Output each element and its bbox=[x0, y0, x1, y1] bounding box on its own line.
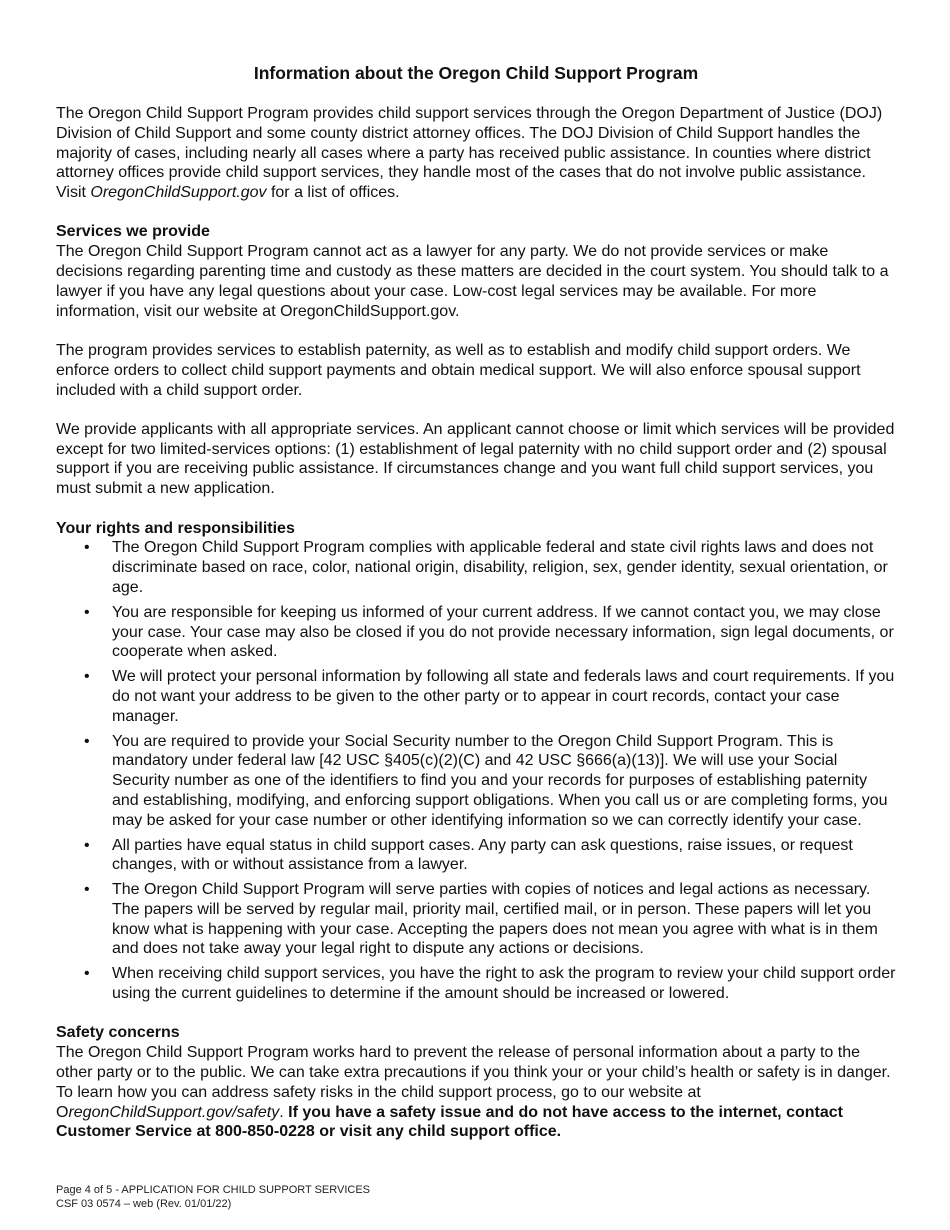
bullet-icon: • bbox=[84, 668, 90, 686]
list-item-text: All parties have equal status in child support cases. Any party can ask questions, raise issues, or request changes, with or without assistance from a lawyer. bbox=[112, 836, 853, 874]
intro-text-a: The Oregon Child Support Program provides child support services through the Oregon Department of Justice (DOJ) Division of Child Support and some county district attorney offices. The DOJ Division of Child Support handles the majority of cases, including nearly all cases where a party has received public assistance. In counties where district attorney offices provide child support services, they handle most of the cases that do not involve public assistance. Visit bbox=[56, 105, 883, 202]
bullet-icon: • bbox=[84, 539, 90, 557]
bullet-icon: • bbox=[84, 836, 90, 854]
list-item bbox=[56, 538, 896, 597]
list-item-text: When receiving child support services, you have the right to ask the program to review your child support order using the current guidelines to determine if the amount should be increased or lowered. bbox=[112, 965, 896, 1003]
list-item bbox=[56, 880, 896, 959]
safety-text-a: The Oregon Child Support Program works hard to prevent the release of personal information about a party to the other party or to the public. We can take extra precautions if you think your or your child’s health or safety is in danger. To learn how you can address safety risks in the child support process, go to our website at O bbox=[56, 1044, 891, 1121]
document-page bbox=[56, 62, 896, 1142]
list-item-text: The Oregon Child Support Program will serve parties with copies of notices and legal actions as necessary. The papers will be served by regular mail, priority mail, certified mail, or in person. These papers will let you know what is happening with your case. Accepting the papers does not mean you agree with what is in them and does not take away your legal right to dispute any actions or decisions. bbox=[112, 881, 878, 958]
services-paragraph-1: The Oregon Child Support Program cannot act as a lawyer for any party. We do not provide services or make decisions regarding parenting time and custody as these matters are decided in the court system. You should talk to a lawyer if you have any legal questions about your case. Low-cost legal services may be available. For more information, visit our website at OregonChildSupport.gov. bbox=[56, 243, 889, 320]
bullet-icon: • bbox=[84, 732, 90, 750]
page-title: Information about the Oregon Child Support Program bbox=[253, 63, 699, 83]
safety-website-link: regonChildSupport.gov/safety bbox=[68, 1103, 280, 1121]
footer-page-line: Page 4 of 5 - APPLICATION FOR CHILD SUPPORT SERVICES bbox=[56, 1184, 371, 1196]
list-item-text: We will protect your personal information by following all state and federals laws and court requirements. If you do not want your address to be given to the other party or to appear in court records, contact your case manager. bbox=[112, 668, 895, 725]
safety-contact-note: If you have a safety issue and do not have access to the internet, contact Customer Service at 800-850-0228 or visit any child support office. bbox=[56, 1103, 843, 1141]
list-item bbox=[56, 836, 896, 876]
intro-website-link: OregonChildSupport.gov bbox=[90, 184, 267, 202]
safety-paragraph bbox=[56, 1043, 896, 1142]
list-item bbox=[56, 603, 896, 662]
safety-text-b: . bbox=[279, 1103, 289, 1121]
list-item-text: You are responsible for keeping us informed of your current address. If we cannot contact you, we may close your case. Your case may also be closed if you do not provide necessary information, sign legal documents, or cooperate when asked. bbox=[112, 603, 894, 661]
bullet-icon: • bbox=[84, 603, 90, 621]
services-paragraph-3: We provide applicants with all appropriate services. An applicant cannot choose or limit which services will be provided except for two limited-services options: (1) establishment of legal paternity with no child support order and (2) spousal support if you are receiving public assistance. If circumstances change and you want full child support services, you must submit a new application. bbox=[56, 420, 895, 498]
safety-heading: Safety concerns bbox=[56, 1024, 180, 1042]
bullet-icon: • bbox=[84, 965, 90, 983]
list-item bbox=[56, 667, 896, 726]
intro-text-b: for a list of offices. bbox=[266, 184, 400, 202]
bullet-icon: • bbox=[84, 881, 90, 899]
list-item-text: You are required to provide your Social Security number to the Oregon Child Support Program. This is mandatory under federal law [42 USC §405(c)(2)(C) and 42 USC §666(a)(13)]. We will use your Social Security number as one of the identifiers to find you and your records for purposes of establishing paternity and establishing, modifying, and enforcing support obligations. When you call us or are completing forms, you may be asked for your case number or other identifying information so we can correctly identify your case. bbox=[112, 732, 888, 829]
services-heading: Services we provide bbox=[56, 223, 210, 241]
list-item bbox=[56, 732, 896, 831]
page-footer bbox=[56, 1183, 370, 1211]
list-item-text: The Oregon Child Support Program complies with applicable federal and state civil rights laws and does not discriminate based on race, color, national origin, disability, religion, sex, gender identity, sexual orientation, or age. bbox=[112, 539, 888, 596]
rights-list bbox=[56, 538, 896, 1004]
services-paragraph-2: The program provides services to establish paternity, as well as to establish and modify child support orders. We enforce orders to collect child support payments and obtain medical support. We will also enforce spousal support included with a child support order. bbox=[56, 341, 861, 399]
rights-heading: Your rights and responsibilities bbox=[56, 519, 295, 537]
list-item bbox=[56, 964, 896, 1004]
footer-form-code: CSF 03 0574 – web (Rev. 01/01/22) bbox=[56, 1198, 232, 1210]
intro-paragraph bbox=[56, 104, 896, 203]
